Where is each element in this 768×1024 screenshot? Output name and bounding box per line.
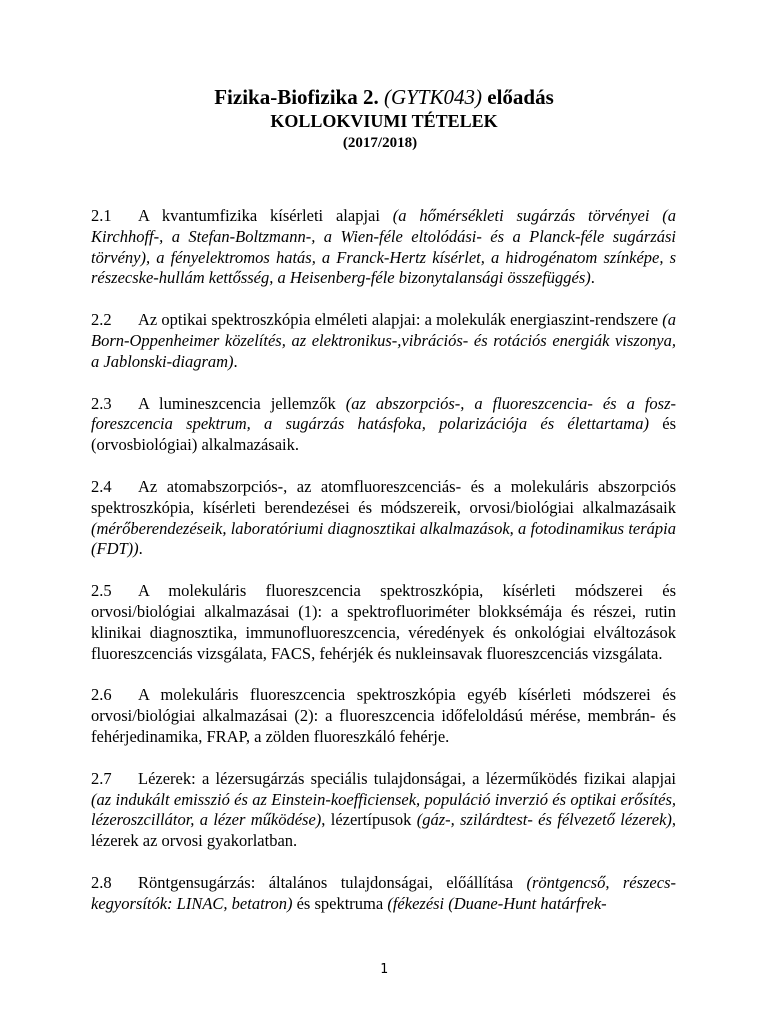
topic-detail-text: (az indukált emisszió és az Einstein-koefficiensek, populáció inverzió és optikai erősítés, lézeroszcillátor, a lézer működése)	[91, 789, 676, 830]
topic-number: 2.2	[91, 310, 112, 330]
topic-item	[91, 581, 676, 664]
topic-item	[91, 685, 676, 747]
topic-text: .	[138, 539, 143, 559]
topic-item	[91, 206, 676, 289]
title-main: Fizika-Biofizika 2.	[214, 85, 379, 109]
document-subtitle: KOLLOKVIUMI TÉTELEK	[270, 111, 498, 131]
page-number: 1	[380, 962, 388, 977]
topic-text: Röntgensugárzás: általános tulajdonságai, előállítása	[138, 872, 527, 892]
topic-item	[91, 310, 676, 372]
course-code: (GYTK043)	[383, 85, 482, 109]
topic-detail-text: (a Born-Oppenheimer közelítés, az elektronikus-,vibrációs- és rotációs energiák viszonya, a Jablonski-diagram)	[91, 310, 676, 371]
topic-text: , lézertípusok	[321, 810, 417, 830]
topic-text: Lézerek: a lézersugárzás speciális tulajdonságai, a lézerműködés fizikai alapjai	[138, 768, 676, 788]
topic-detail-text: (a hőmérsékleti sugárzás törvényei (a Kirchhoff-, a Stefan-Boltzmann-, a Wien-féle eltolódási- és a Planck-féle sugárzási törvény), a fényelektromos hatás, a Franck-Hertz kísérlet, a hidrogénatom színképe, s részecske-hullám kettősség, a Heisenberg-féle bizonytalansági összefüggés)	[91, 206, 676, 288]
topic-text: Az atomabszorpciós-, az atomfluoreszcenciás- és a molekuláris abszorpciós spektroszkópia, kísérleti berendezései és módszereik, orvosi/biológiai alkalmazásaik	[91, 476, 676, 517]
topic-detail-text: (az abszorpciós-, a fluoreszcencia- és a foszforeszcencia spektrum, a sugárzás hatásfoka, polarizációja és élettartama)	[91, 393, 676, 434]
topic-text: Az optikai spektroszkópia elméleti alapjai: a molekulák energiaszint-rendszere	[138, 310, 663, 330]
topic-item	[91, 394, 676, 456]
title-suffix: előadás	[487, 85, 554, 109]
topic-text: A kvantumfizika kísérleti alapjai	[138, 206, 393, 225]
topic-number: 2.4	[91, 476, 112, 496]
topic-text: és (orvosbiológiai) alkalmazásaik.	[91, 414, 676, 455]
topic-detail-text: (röntgencső, részecskegyorsítók: LINAC, betatron)	[91, 872, 676, 913]
topic-item	[91, 769, 676, 852]
topic-text: .	[233, 351, 238, 371]
topic-item	[91, 873, 676, 915]
academic-year: (2017/2018)	[342, 135, 418, 151]
topic-number: 2.3	[91, 393, 112, 413]
topic-text: .	[590, 268, 595, 288]
topic-text: , lézerek az orvosi gyakorlatban.	[91, 810, 677, 851]
topic-detail-text: (fékezési (Duane-Hunt határfrek-	[387, 893, 607, 913]
topic-text: A lumineszcencia jellemzők	[138, 393, 346, 413]
document-title	[0, 84, 768, 110]
topic-item	[91, 477, 676, 560]
topic-list	[91, 206, 676, 936]
topic-text: A molekuláris fluoreszcencia spektroszkópia egyéb kísérleti módszerei és orvosi/biológiai alkalmazásai (2): a fluoreszcencia időfeloldású mérése, membrán- és fehérjedinamika, FRAP, a zölden fluoreszkáló fehérje.	[91, 685, 676, 746]
topic-text: A molekuláris fluoreszcencia spektroszkópia, kísérleti módszerei és orvosi/biológiai alkalmazásai (1): a spektrofluoriméter blokksémája és részei, rutin klinikai diagnosztika, immunofluoreszcencia, véredények és onkológiai elváltozások fluoreszcenciás vizsgálata, FACS, fehérjék és nukleinsavak fluoreszcenciás vizsgálata.	[91, 581, 676, 663]
topic-number: 2.6	[91, 685, 112, 705]
topic-number: 2.8	[91, 872, 112, 892]
topic-number: 2.1	[91, 206, 112, 225]
topic-detail-text: (gáz-, szilárdtest- és félvezető lézerek)	[416, 810, 672, 830]
topic-number: 2.7	[91, 768, 112, 788]
topic-detail-text: (mérőberendezéseik, laboratóriumi diagnosztikai alkalmazások, a fotodinamikus terápia (FDT))	[91, 518, 676, 559]
topic-number: 2.5	[91, 581, 112, 601]
topic-text: és spektruma	[292, 893, 388, 913]
